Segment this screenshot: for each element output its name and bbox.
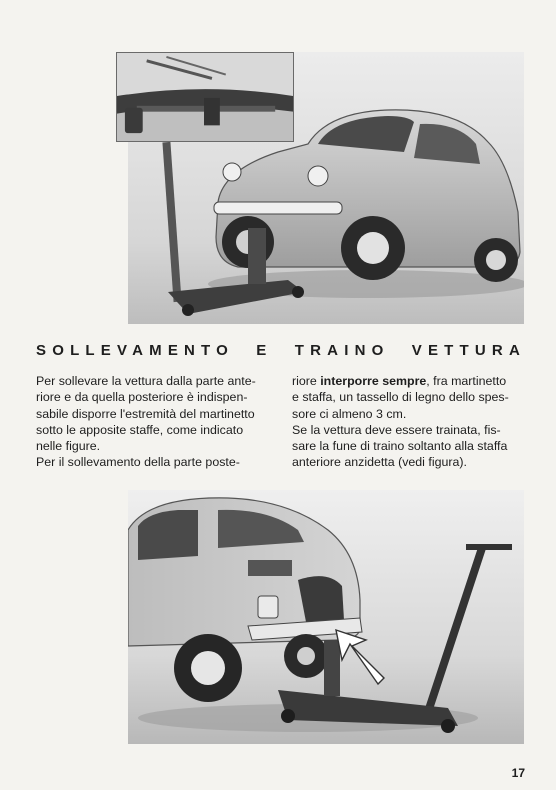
text-line: sotto le apposite staffe, come indicato [36, 422, 244, 437]
heading-word-traino: TRAINO [294, 342, 390, 359]
section-heading [36, 342, 526, 359]
photo-inset-bracket [116, 52, 294, 142]
emphasis-text: interporre sempre [320, 374, 427, 388]
text-line [292, 373, 532, 389]
text-segment: , fra martinetto [426, 374, 507, 388]
text-line: sabile disporre l'estremità del martinetto [36, 406, 255, 421]
text-column-left [36, 373, 271, 471]
text-line: e staffa, un tassello di legno dello spes- [292, 390, 509, 405]
text-line: sore ci almeno 3 cm. [292, 406, 407, 421]
heading-word-vettura: VETTURA [411, 342, 526, 359]
text-line: Se la vettura deve essere trainata, fis- [292, 422, 501, 437]
text-line: sare la fune di traino soltanto alla staffa [292, 439, 508, 454]
text-column-right [292, 373, 532, 471]
heading-word-sollevamento: SOLLEVAMENTO [36, 342, 235, 359]
text-line: riore e da quella posteriore è indispen- [36, 390, 248, 405]
text-line: nelle figure. [36, 439, 101, 454]
text-segment: riore [292, 374, 321, 388]
text-line: Per il sollevamento della parte poste- [36, 455, 240, 470]
text-line: anteriore anzidetta (vedi figura). [292, 455, 467, 470]
text-line: Per sollevare la vettura dalla parte ante- [36, 374, 256, 388]
heading-word-e: E [256, 342, 273, 359]
photo-rear-lift [128, 490, 524, 744]
page-number: 17 [511, 766, 525, 780]
